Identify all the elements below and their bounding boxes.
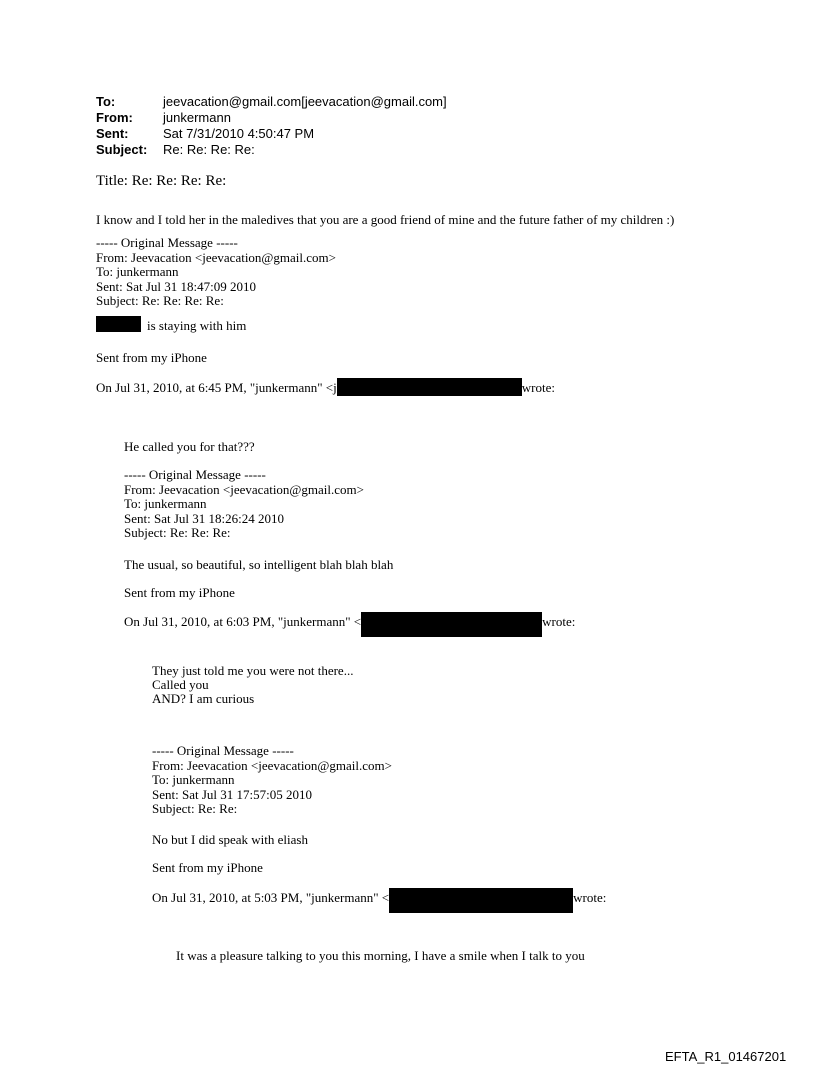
quote1-body2: The usual, so beautiful, so intelligent blah blah blah [124,557,394,572]
sent-label: Sent: [96,126,129,141]
to-label: To: [96,94,116,109]
bates-number: EFTA_R1_01467201 [665,1049,787,1064]
quote-attribution-3-prefix: On Jul 31, 2010, at 5:03 PM, "junkermann" < [152,890,390,905]
om1-separator: ----- Original Message ----- [96,235,238,250]
om1-subject: Subject: Re: Re: Re: Re: [96,293,224,308]
original-message-block-2 [124,468,364,541]
header-row-sent [96,126,447,142]
quote-attribution-1 [96,380,555,396]
document-title: Title: Re: Re: Re: Re: [96,173,227,189]
header-row-to [96,94,447,110]
iphone-signature-1: Sent from my iPhone [96,350,207,365]
om3-from: From: Jeevacation <jeevacation@gmail.com> [152,757,392,773]
quote2-line-2: Called you [152,677,209,692]
quote-attribution-2-prefix: On Jul 31, 2010, at 6:03 PM, "junkermann" < [124,614,362,629]
original-message-block-3 [152,744,392,817]
quote2-body2: No but I did speak with eliash [152,832,308,847]
quote-attribution-2-suffix: wrote: [542,614,576,629]
om2-separator: ----- Original Message ----- [124,467,266,482]
quote-attribution-3 [152,890,606,913]
om3-sent: Sent: Sat Jul 31 17:57:05 2010 [152,786,312,802]
quote3-body: It was a pleasure talking to you this morning, I have a smile when I talk to you [176,948,585,963]
quote2-body-lines [152,664,353,706]
quote-attribution-1-prefix: On Jul 31, 2010, at 6:45 PM, "junkermann" <j [96,380,337,395]
om2-sent: Sent: Sat Jul 31 18:26:24 2010 [124,510,284,526]
quote-attribution-3-suffix: wrote: [573,890,607,905]
redacted-name-line [96,318,246,333]
subject-value: Re: Re: Re: Re: [163,142,255,157]
iphone-signature-2: Sent from my iPhone [124,585,235,600]
quote2-line-1: They just told me you were not there... [152,663,354,678]
email-header [96,94,447,158]
om1-to: To: junkermann [96,264,179,279]
quote2-line-3: AND? I am curious [152,691,255,706]
header-row-subject [96,142,447,158]
om2-to: To: junkermann [124,496,207,511]
redaction-email-bar-3 [389,888,573,913]
om3-separator: ----- Original Message ----- [152,743,294,758]
om3-subject: Subject: Re: Re: [152,801,238,816]
quote-attribution-1-suffix: wrote: [521,380,555,395]
quote-attribution-2 [124,614,575,637]
redaction-name-bar [96,316,141,332]
original-message-block-1 [96,236,336,309]
om2-from: From: Jeevacation <jeevacation@gmail.com> [124,481,364,497]
redacted-line-text: is staying with him [147,318,247,333]
from-label: From: [96,110,133,125]
top-message-body: I know and I told her in the maledives that you are a good friend of mine and the future father of my children :) [96,212,675,227]
to-value: jeevacation@gmail.com[jeevacation@gmail.com] [163,94,447,109]
subject-label: Subject: [96,142,148,157]
om3-to: To: junkermann [152,772,235,787]
redaction-email-bar-2 [361,612,542,637]
header-row-from [96,110,447,126]
from-value: junkermann [163,110,231,125]
redaction-email-bar-1 [337,378,522,396]
quote1-body: He called you for that??? [124,439,255,454]
iphone-signature-3: Sent from my iPhone [152,860,263,875]
om1-from: From: Jeevacation <jeevacation@gmail.com> [96,249,336,265]
sent-value: Sat 7/31/2010 4:50:47 PM [163,126,315,141]
om1-sent: Sent: Sat Jul 31 18:47:09 2010 [96,278,256,294]
om2-subject: Subject: Re: Re: Re: [124,525,231,540]
